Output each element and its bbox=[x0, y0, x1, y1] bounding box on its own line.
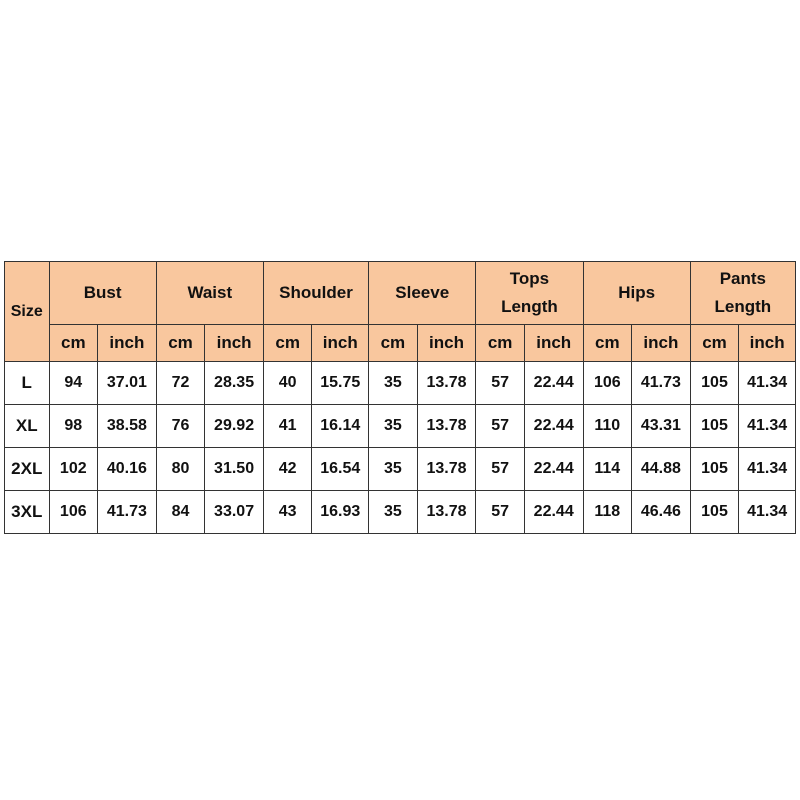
inch-value: 13.78 bbox=[417, 405, 476, 448]
table-row bbox=[5, 362, 796, 405]
inch-value: 37.01 bbox=[98, 362, 157, 405]
size-label: L bbox=[5, 362, 50, 405]
cm-value: 114 bbox=[583, 448, 632, 491]
sleeve-header bbox=[369, 262, 476, 325]
cm-value: 76 bbox=[156, 405, 205, 448]
inch-value: 41.73 bbox=[632, 362, 691, 405]
unit-header-inch: inch bbox=[524, 325, 583, 362]
size-column-header: Size bbox=[5, 262, 50, 362]
inch-value: 22.44 bbox=[524, 448, 583, 491]
inch-value: 33.07 bbox=[205, 491, 264, 534]
inch-value: 13.78 bbox=[417, 362, 476, 405]
group-label-line1: Pants bbox=[719, 269, 767, 288]
table-row bbox=[5, 448, 796, 491]
inch-value: 16.54 bbox=[312, 448, 369, 491]
inch-value: 46.46 bbox=[632, 491, 691, 534]
inch-value: 29.92 bbox=[205, 405, 264, 448]
cm-value: 35 bbox=[369, 362, 418, 405]
cm-value: 41 bbox=[263, 405, 312, 448]
unit-header-cm: cm bbox=[156, 325, 205, 362]
inch-value: 41.34 bbox=[739, 362, 796, 405]
inch-value: 16.14 bbox=[312, 405, 369, 448]
inch-value: 43.31 bbox=[632, 405, 691, 448]
table-row bbox=[5, 405, 796, 448]
group-label-line2: Length bbox=[714, 297, 772, 316]
inch-value: 38.58 bbox=[98, 405, 157, 448]
inch-value: 15.75 bbox=[312, 362, 369, 405]
cm-value: 105 bbox=[690, 491, 739, 534]
inch-value: 16.93 bbox=[312, 491, 369, 534]
cm-value: 42 bbox=[263, 448, 312, 491]
cm-value: 35 bbox=[369, 405, 418, 448]
cm-value: 118 bbox=[583, 491, 632, 534]
size-chart-table bbox=[4, 261, 796, 534]
inch-value: 41.34 bbox=[739, 448, 796, 491]
unit-header-inch: inch bbox=[632, 325, 691, 362]
shoulder-header bbox=[263, 262, 368, 325]
table-row bbox=[5, 491, 796, 534]
tops-length-header bbox=[476, 262, 583, 325]
inch-value: 13.78 bbox=[417, 491, 476, 534]
unit-header-cm: cm bbox=[49, 325, 98, 362]
unit-header-inch: inch bbox=[312, 325, 369, 362]
inch-value: 31.50 bbox=[205, 448, 264, 491]
inch-value: 22.44 bbox=[524, 405, 583, 448]
unit-header-row bbox=[5, 325, 796, 362]
inch-value: 22.44 bbox=[524, 362, 583, 405]
unit-header-cm: cm bbox=[583, 325, 632, 362]
group-label-line2: Length bbox=[501, 297, 558, 316]
cm-value: 105 bbox=[690, 448, 739, 491]
group-label: Sleeve bbox=[395, 283, 450, 302]
inch-value: 40.16 bbox=[98, 448, 157, 491]
inch-value: 28.35 bbox=[205, 362, 264, 405]
cm-value: 57 bbox=[476, 362, 525, 405]
cm-value: 102 bbox=[49, 448, 98, 491]
size-label: 3XL bbox=[5, 491, 50, 534]
unit-header-cm: cm bbox=[476, 325, 525, 362]
inch-value: 13.78 bbox=[417, 448, 476, 491]
waist-header bbox=[156, 262, 263, 325]
cm-value: 57 bbox=[476, 491, 525, 534]
inch-value: 41.34 bbox=[739, 405, 796, 448]
cm-value: 40 bbox=[263, 362, 312, 405]
cm-value: 80 bbox=[156, 448, 205, 491]
inch-value: 41.34 bbox=[739, 491, 796, 534]
size-chart-body bbox=[5, 362, 796, 534]
cm-value: 106 bbox=[583, 362, 632, 405]
inch-value: 44.88 bbox=[632, 448, 691, 491]
group-label: Shoulder bbox=[279, 283, 353, 302]
cm-value: 57 bbox=[476, 405, 525, 448]
inch-value: 41.73 bbox=[98, 491, 157, 534]
group-header-row bbox=[5, 262, 796, 325]
cm-value: 105 bbox=[690, 362, 739, 405]
group-label: Waist bbox=[187, 283, 233, 302]
bust-header bbox=[49, 262, 156, 325]
unit-header-inch: inch bbox=[417, 325, 476, 362]
unit-header-inch: inch bbox=[205, 325, 264, 362]
cm-value: 84 bbox=[156, 491, 205, 534]
cm-value: 98 bbox=[49, 405, 98, 448]
cm-value: 110 bbox=[583, 405, 632, 448]
cm-value: 106 bbox=[49, 491, 98, 534]
inch-value: 22.44 bbox=[524, 491, 583, 534]
unit-header-cm: cm bbox=[690, 325, 739, 362]
group-label-line1: Tops bbox=[509, 269, 550, 288]
hips-header bbox=[583, 262, 690, 325]
pants-length-header bbox=[690, 262, 795, 325]
unit-header-inch: inch bbox=[98, 325, 157, 362]
group-label: Bust bbox=[83, 283, 122, 302]
cm-value: 57 bbox=[476, 448, 525, 491]
size-label: XL bbox=[5, 405, 50, 448]
unit-header-cm: cm bbox=[263, 325, 312, 362]
cm-value: 43 bbox=[263, 491, 312, 534]
cm-value: 105 bbox=[690, 405, 739, 448]
cm-value: 72 bbox=[156, 362, 205, 405]
unit-header-cm: cm bbox=[369, 325, 418, 362]
cm-value: 94 bbox=[49, 362, 98, 405]
cm-value: 35 bbox=[369, 448, 418, 491]
size-label: 2XL bbox=[5, 448, 50, 491]
group-label: Hips bbox=[618, 283, 656, 302]
unit-header-inch: inch bbox=[739, 325, 796, 362]
cm-value: 35 bbox=[369, 491, 418, 534]
